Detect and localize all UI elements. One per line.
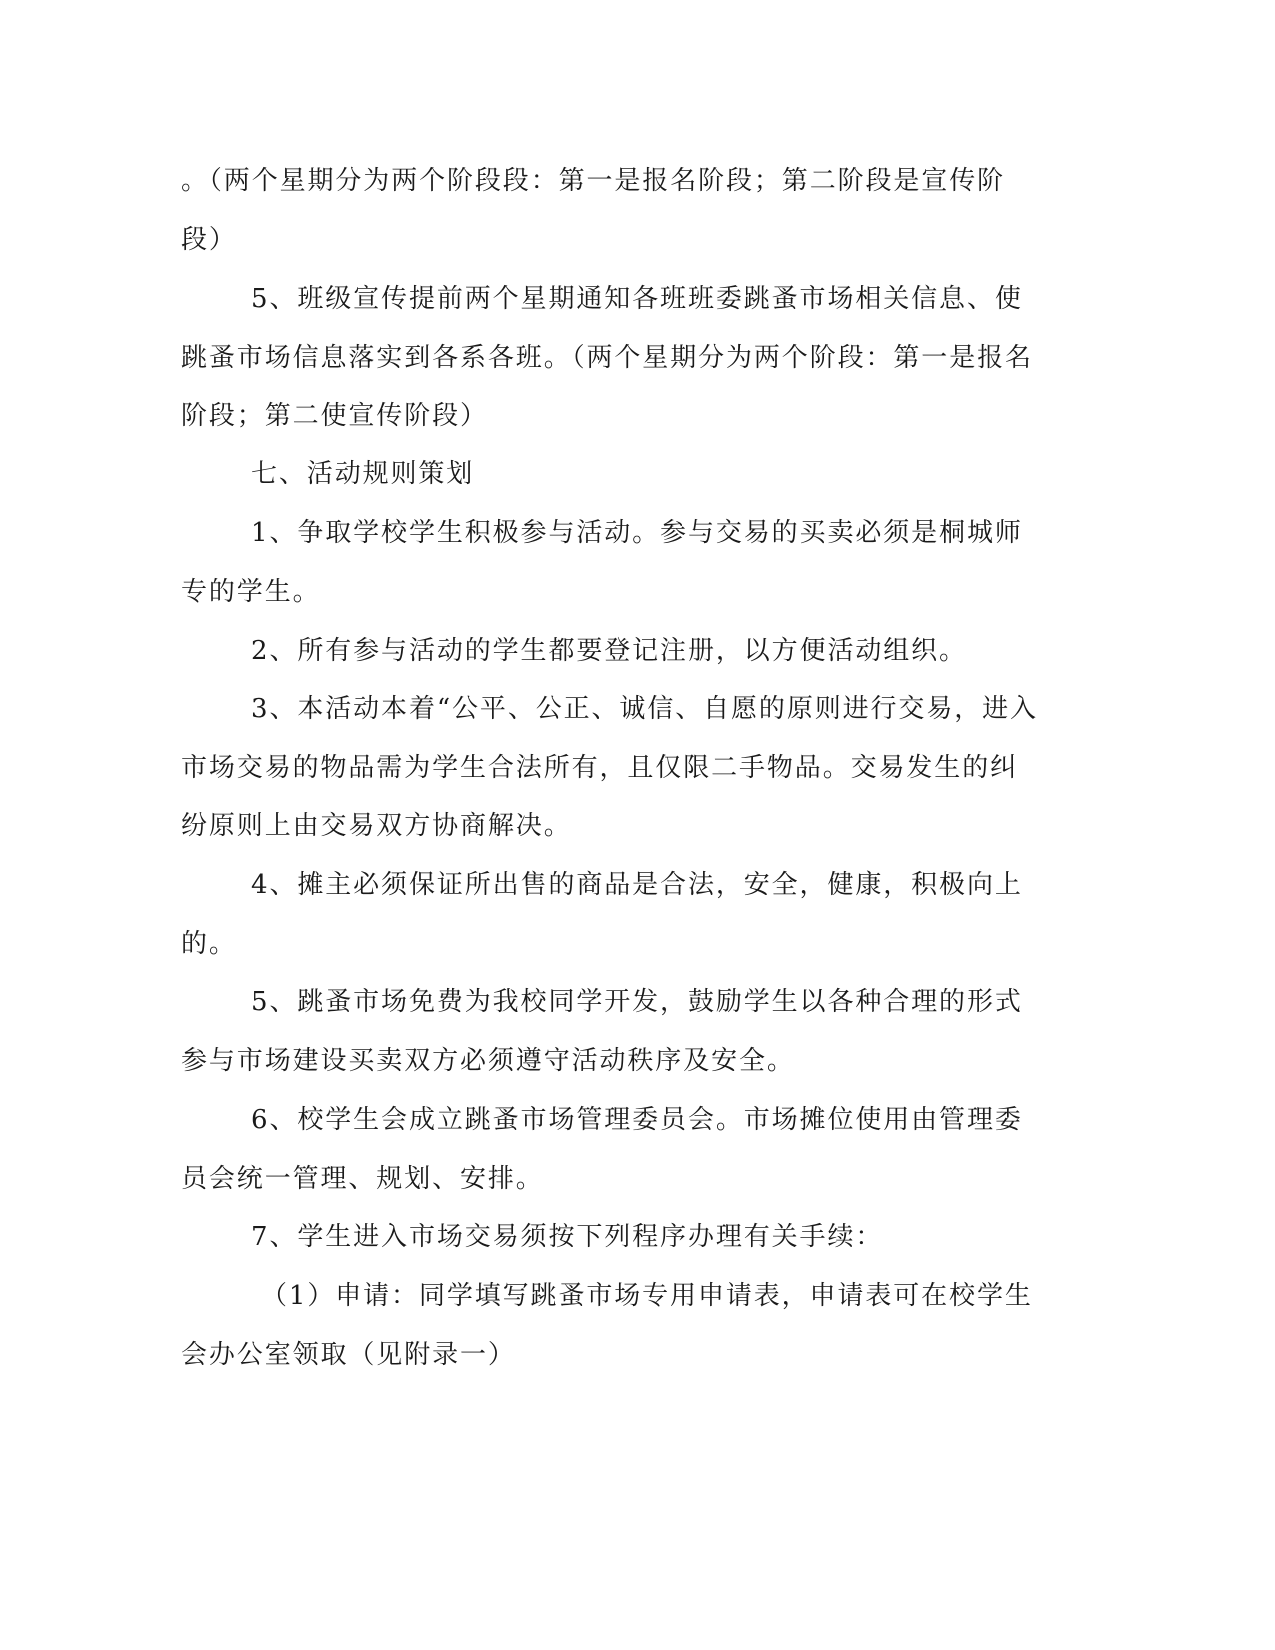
paragraph-rule-7: 7、学生进入市场交易须按下列程序办理有关手续： [251,1222,884,1252]
paragraph-rule-2: 2、所有参与活动的学生都要登记注册，以方便活动组织。 [251,636,967,666]
paragraph-item-5-class-promotion: 5、班级宣传提前两个星期通知各班班委跳蚤市场相关信息、使跳蚤市场信息落实到各系各班。（两个星期分为两个阶段：第一是报名阶段；第二使宣传阶段） [181,284,1033,431]
paragraph-stage-note: 。（两个星期分为两个阶段段：第一是报名阶段；第二阶段是宣传阶段） [181,166,1006,255]
paragraph-rule-4: 4、摊主必须保证所出售的商品是合法，安全，健康，积极向上的。 [181,870,1023,959]
section-heading-activity-rules: 七、活动规则策划 [251,459,475,489]
paragraph-rule-1: 1、争取学校学生积极参与活动。参与交易的买卖必须是桐城师专的学生。 [181,518,1023,607]
paragraph-rule-6: 6、校学生会成立跳蚤市场管理委员会。市场摊位使用由管理委员会统一管理、规划、安排。 [181,1105,1023,1194]
paragraph-rule-7-step-1: （1）申请：同学填写跳蚤市场专用申请表，申请表可在校学生会办公室领取（见附录一） [181,1281,1033,1370]
paragraph-rule-5: 5、跳蚤市场免费为我校同学开发，鼓励学生以各种合理的形式参与市场建设买卖双方必须遵守活动秩序及安全。 [181,987,1023,1076]
paragraph-rule-3: 3、本活动本着“公平、公正、诚信、自愿的原则进行交易，进入市场交易的物品需为学生合法所有，且仅限二手物品。交易发生的纠纷原则上由交易双方协商解决。 [181,694,1038,841]
